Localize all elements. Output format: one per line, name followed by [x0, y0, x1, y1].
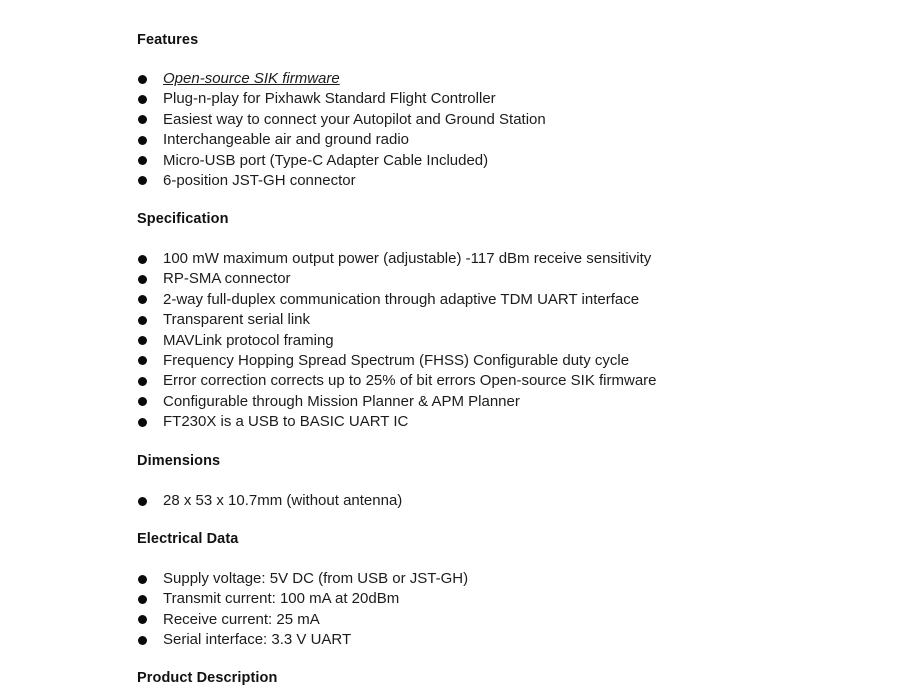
list-item-text: Serial interface: 3.3 V UART [163, 631, 352, 649]
electrical-data-heading: Electrical Data [137, 531, 239, 547]
list-item [137, 569, 468, 589]
bullet-icon [138, 255, 147, 264]
list-item [137, 110, 546, 130]
list-item [137, 491, 402, 511]
list-item [137, 589, 468, 609]
list-item [137, 130, 546, 150]
list-item [137, 249, 657, 269]
list-item-text: RP-SMA connector [163, 270, 291, 288]
bullet-icon [138, 115, 147, 124]
list-item [137, 151, 546, 171]
list-item [137, 269, 657, 289]
list-item-text: Frequency Hopping Spread Spectrum (FHSS) Configurable duty cycle [163, 351, 630, 369]
bullet-icon [138, 295, 147, 304]
list-item [137, 171, 546, 191]
list-item-text: FT230X is a USB to BASIC UART IC [163, 413, 409, 431]
bullet-icon [138, 156, 147, 165]
list-item-text: Interchangeable air and ground radio [163, 131, 410, 149]
sik-firmware-link[interactable]: Open-source SIK firmware [163, 70, 340, 87]
bullet-icon [138, 176, 147, 185]
list-item [137, 331, 657, 351]
list-item-text: 28 x 53 x 10.7mm (without antenna) [163, 492, 403, 509]
list-item-text: Receive current: 25 mA [163, 610, 320, 628]
dimensions-heading: Dimensions [137, 453, 221, 469]
bullet-icon [138, 575, 147, 584]
bullet-icon [138, 336, 147, 345]
bullet-icon [138, 356, 147, 365]
list-item [137, 392, 657, 412]
list-item-text: Transparent serial link [163, 311, 311, 329]
list-item-text: Easiest way to connect your Autopilot and Ground Station [163, 110, 546, 128]
list-item-text: Configurable through Mission Planner & APM Planner [163, 392, 520, 410]
dimensions-list [137, 491, 402, 511]
list-item [137, 371, 657, 391]
bullet-icon [138, 615, 147, 624]
electrical-data-list [137, 569, 468, 651]
list-item-text: Transmit current: 100 mA at 20dBm [163, 590, 400, 608]
bullet-icon [138, 636, 147, 645]
bullet-icon [138, 595, 147, 604]
features-list [137, 69, 546, 191]
list-item-text: Micro-USB port (Type-C Adapter Cable Included) [163, 151, 489, 169]
list-item [137, 290, 657, 310]
specification-heading: Specification [137, 211, 229, 227]
list-item [137, 310, 657, 330]
bullet-icon [138, 418, 147, 427]
bullet-icon [138, 397, 147, 406]
bullet-icon [138, 497, 147, 506]
list-item-text: MAVLink protocol framing [163, 331, 334, 349]
list-item [137, 351, 657, 371]
list-item-text: 2-way full-duplex communication through adaptive TDM UART interface [163, 290, 640, 308]
list-item [137, 69, 546, 89]
list-item [137, 630, 468, 650]
specification-list [137, 249, 657, 433]
list-item [137, 412, 657, 432]
list-item-text: Supply voltage: 5V DC (from USB or JST-GH) [163, 570, 469, 587]
bullet-icon [138, 136, 147, 145]
list-item-text: 100 mW maximum output power (adjustable) -117 dBm receive sensitivity [163, 250, 652, 267]
features-heading: Features [137, 32, 199, 48]
list-item [137, 89, 546, 109]
list-item-text: Error correction corrects up to 25% of bit errors Open-source SIK firmware [163, 372, 657, 390]
list-item-text: Plug-n-play for Pixhawk Standard Flight Controller [163, 90, 496, 108]
bullet-icon [138, 95, 147, 104]
bullet-icon [138, 275, 147, 284]
bullet-icon [138, 316, 147, 325]
bullet-icon [138, 75, 147, 84]
product-description-heading: Product Description [137, 670, 278, 686]
bullet-icon [138, 377, 147, 386]
list-item [137, 610, 468, 630]
list-item-text: 6-position JST-GH connector [163, 171, 356, 189]
